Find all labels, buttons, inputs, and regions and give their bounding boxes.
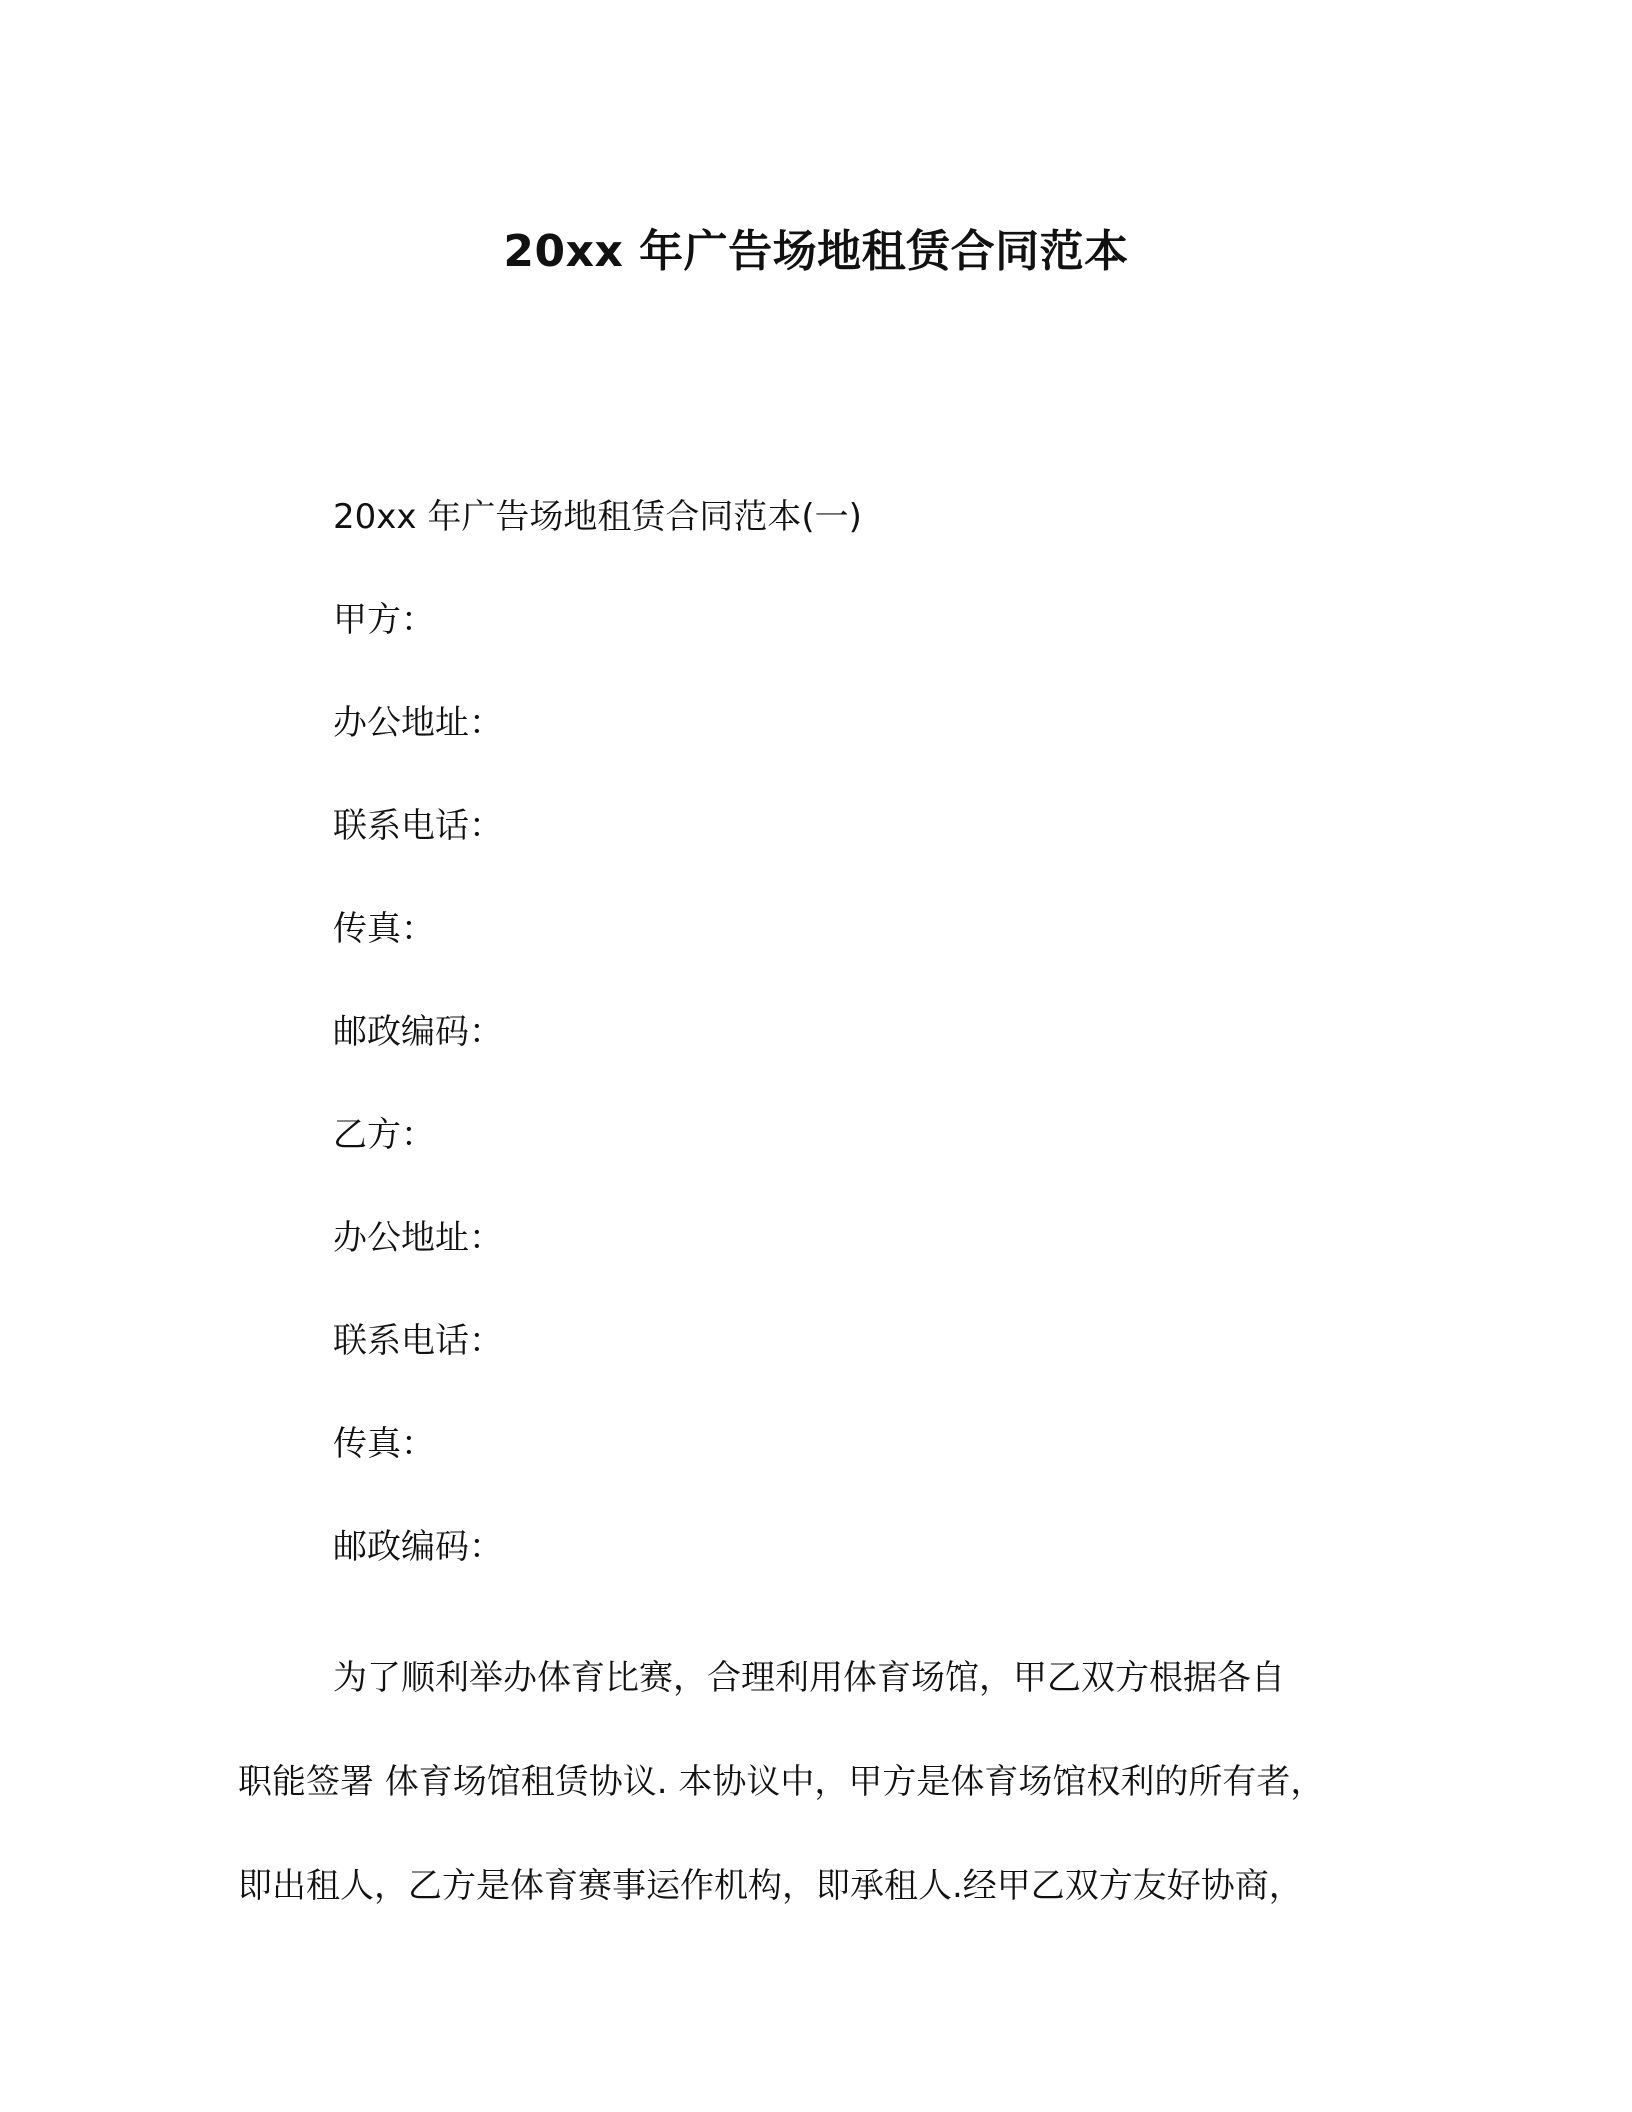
intro-paragraph: [238, 1626, 1418, 1938]
party-b-label: 乙方：: [333, 1115, 435, 1155]
party-a-phone-label: 联系电话：: [333, 806, 503, 846]
document-title: 20xx 年广告场地租赁合同范本: [503, 226, 1129, 277]
section-heading: 20xx 年广告场地租赁合同范本(一): [333, 497, 862, 537]
paragraph-line: 即出租人，乙方是体育赛事运作机构，即承租人.经甲乙双方友好协商，: [238, 1866, 1303, 1906]
paragraph-line: 职能签署 体育场馆租赁协议. 本协议中，甲方是体育场馆权利的所有者，: [238, 1762, 1325, 1802]
party-a-postcode-label: 邮政编码：: [333, 1012, 503, 1052]
party-b-address-label: 办公地址：: [333, 1218, 503, 1258]
party-a-label: 甲方：: [333, 600, 435, 640]
paragraph-line: 为了顺利举办体育比赛，合理利用体育场馆，甲乙双方根据各自: [333, 1658, 1285, 1698]
party-b-fax-label: 传真：: [333, 1424, 435, 1464]
party-b-phone-label: 联系电话：: [333, 1321, 503, 1361]
party-a-address-label: 办公地址：: [333, 703, 503, 743]
party-b-postcode-label: 邮政编码：: [333, 1527, 503, 1567]
party-a-fax-label: 传真：: [333, 909, 435, 949]
